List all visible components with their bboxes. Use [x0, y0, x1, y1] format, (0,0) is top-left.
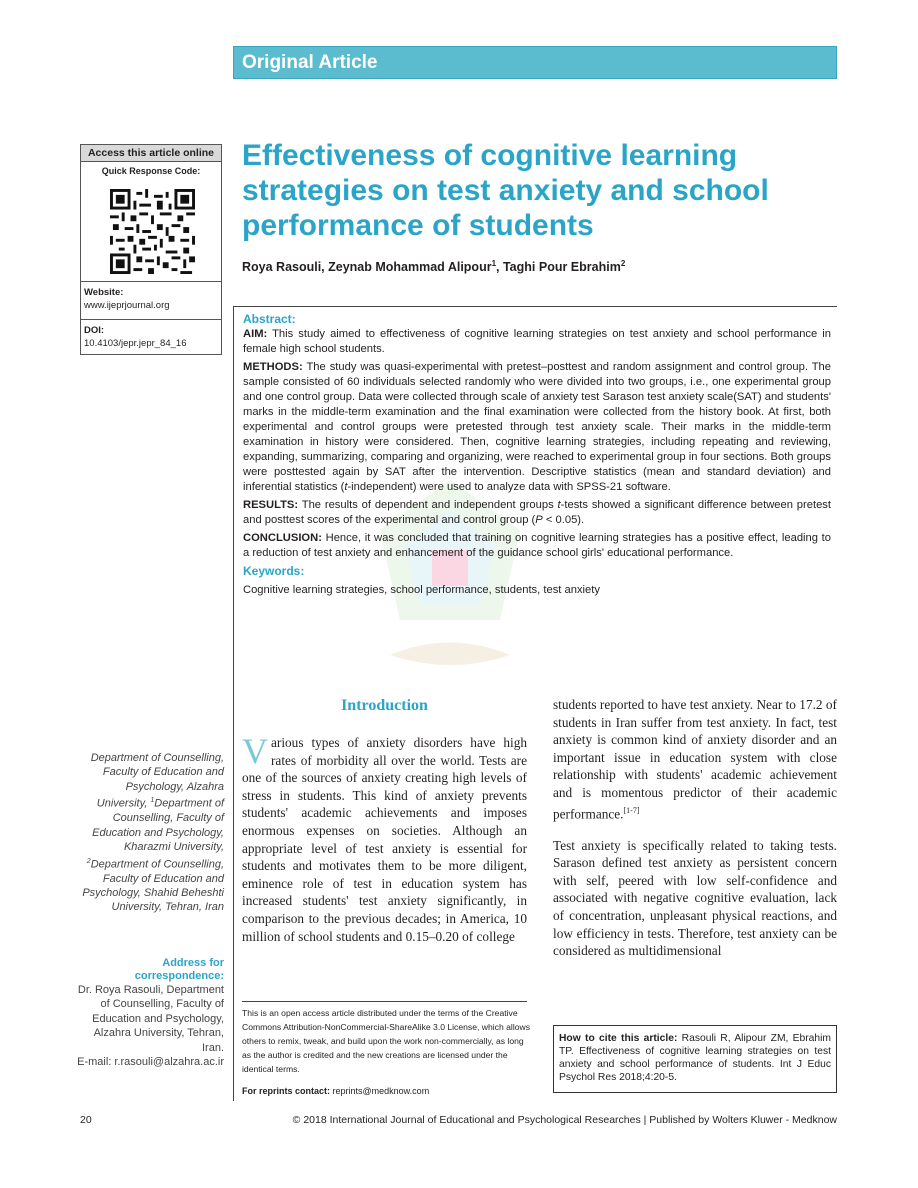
abstract-results: RESULTS: The results of dependent and independent groups t-tests showed a significant difference between pretest and posttest scores of the experimental and control group (P < 0.05). [243, 499, 831, 526]
article-type-label: Original Article [242, 52, 378, 73]
citation-box [553, 1025, 837, 1093]
author-affiliations: Department of Counselling, Faculty of Education and Psychology, Alzahra University, $^1$Department of Counselling, Faculty of Education and Psychology, Kharazmi University, $^2$Department of Counselling, Faculty of Education and Psychology, Shahid Beheshti University, Tehran, Iran [82, 752, 224, 914]
page-number: 20 [80, 1114, 92, 1126]
website-block [81, 281, 221, 312]
author-names-2: , Taghi Pour Ebrahim [496, 260, 621, 275]
access-online-box [80, 144, 222, 355]
abstract-rule [233, 306, 837, 307]
keywords-list: Cognitive learning strategies, school performance, students, test anxiety [243, 584, 600, 596]
abstract-aim: AIM: This study aimed to effectiveness of cognitive learning strategies on test anxiety and school performance in female high school students. [243, 328, 831, 355]
doi-block [81, 319, 221, 350]
drop-cap: V [242, 731, 268, 771]
author-sup-2: 2 [620, 259, 626, 268]
abstract-heading: Abstract: [243, 312, 296, 326]
qr-label: Quick Response Code: [101, 166, 201, 176]
website-link[interactable]: www.ijeprjournal.org [84, 300, 170, 311]
abstract-section [243, 312, 831, 598]
cite-label: How to cite this article: [559, 1033, 678, 1044]
reprint-email[interactable]: reprints@medknow.com [330, 1086, 430, 1096]
correspondence-address [74, 983, 224, 1069]
intro-column-2 [553, 696, 837, 974]
intro-column-1 [242, 731, 527, 945]
correspondence-text: Dr. Roya Rasouli, Department of Counselling, Faculty of Education and Psychology, Alzahra University, Tehran, Iran. [77, 984, 224, 1054]
qr-code-icon[interactable] [110, 189, 195, 274]
license-rule [242, 1001, 527, 1002]
license-notice: This is an open access article distributed under the terms of the Creative Commons Attribution-NonCommercial-ShareAlike 3.0 License, which allows others to remix, tweak, and build upon the work non-commercially, as long as the author is credited and the new creations are licensed under the identical terms. [242, 1008, 531, 1074]
author-sup-1: 1 [491, 259, 497, 268]
author-names-1: Roya Rasouli, Zeynab Mohammad Alipour [242, 260, 492, 275]
doi-link[interactable]: 10.4103/jepr.jepr_84_16 [84, 338, 187, 349]
intro-paragraph-2: students reported to have test anxiety. Near to 17.2 of students in Iran suffer from test anxiety. In fact, test anxiety is common kind of anxiety disorder and an important issue in education system with close relationship with students' academic achievement and is momentous predictor of their academic performance.[1-7] [553, 697, 837, 821]
author-list [242, 259, 625, 274]
copyright-line: © 2018 International Journal of Educational and Psychological Researches | Published by Wolters Kluwer - Medknow [292, 1114, 837, 1126]
abstract-methods: METHODS: The study was quasi-experimental with pretest–posttest and random assignment and control group. The sample consisted of 60 individuals selected randomly who were divided into two groups, i.e., one experimental group and one control group. Data were collected through scale of anxiety test Sarason test anxiety scale(SAT) and students' marks in the middle-term examination and the final examination were collected from the history book. At first, both experimental and control groups were pretested through test anxiety scale. Their marks in the middle-term examination in history were considered. Then, cognitive learning strategies, including repeating and reviewing, expanding, summarizing, comparing and organizing, were reached to experimental group in four sections. Both groups were posttested again by SAT after the intervention. Descriptive statistics (mean and standard deviation) and inferential statistics (t-independent) were used to analyze data with SPSS-21 software. [243, 361, 831, 493]
intro-paragraph-3: Test anxiety is specifically related to taking tests. Sarason defined test anxiety as persistent concern with self, peered with low self-confidence and associated with negative cognitive evaluation, lack of concentration, unpleasant physical reactions, and low efficiency in tests. Therefore, test anxiety can be considered as multidimensional [553, 837, 837, 959]
doi-label: DOI: [84, 325, 105, 336]
intro-paragraph-1: arious types of anxiety disorders have high rates of morbidity all over the world. Tests are one of the sources of anxiety creating high levels of stress in students. This kind of anxiety prevents students' academic achievements and imposes enormous expenses on societies. Although an appropriate level of test anxiety is essential for students and motivates them to be more diligent, eminence role of test in education system has increased students' test anxiety significantly, in comparison to the previous decades; in America, 10 million of school students and 0.15–0.20 of college [242, 735, 527, 944]
introduction-heading: Introduction [341, 697, 428, 714]
reprint-contact: For reprints contact: reprints@medknow.com [242, 1086, 430, 1096]
column-divider [233, 306, 234, 1101]
keywords-heading: Keywords: [243, 564, 305, 578]
citation-ref[interactable]: [1-7] [623, 805, 640, 815]
article-title: Effectiveness of cognitive learning strategies on test anxiety and school performance of students [242, 139, 769, 242]
article-type-banner [233, 46, 837, 79]
cite-text: Rasouli R, Alipour ZM, Ebrahim TP. Effectiveness of cognitive learning strategies on test anxiety and school performance of students. Int J Educ Psychol Res 2018;4:20-5. [559, 1033, 832, 1083]
access-header: Access this article online [81, 145, 221, 162]
website-label: Website: [84, 287, 124, 298]
correspondence-email[interactable]: E-mail: r.rasouli@alzahra.ac.ir [77, 1056, 224, 1069]
abstract-conclusion: CONCLUSION: Hence, it was concluded that training on cognitive learning strategies has a positive effect, leading to a reduction of test anxiety and enhancement of the guidance school girls' educational performance. [243, 532, 831, 559]
correspondence-heading: Address for correspondence: [134, 957, 224, 982]
